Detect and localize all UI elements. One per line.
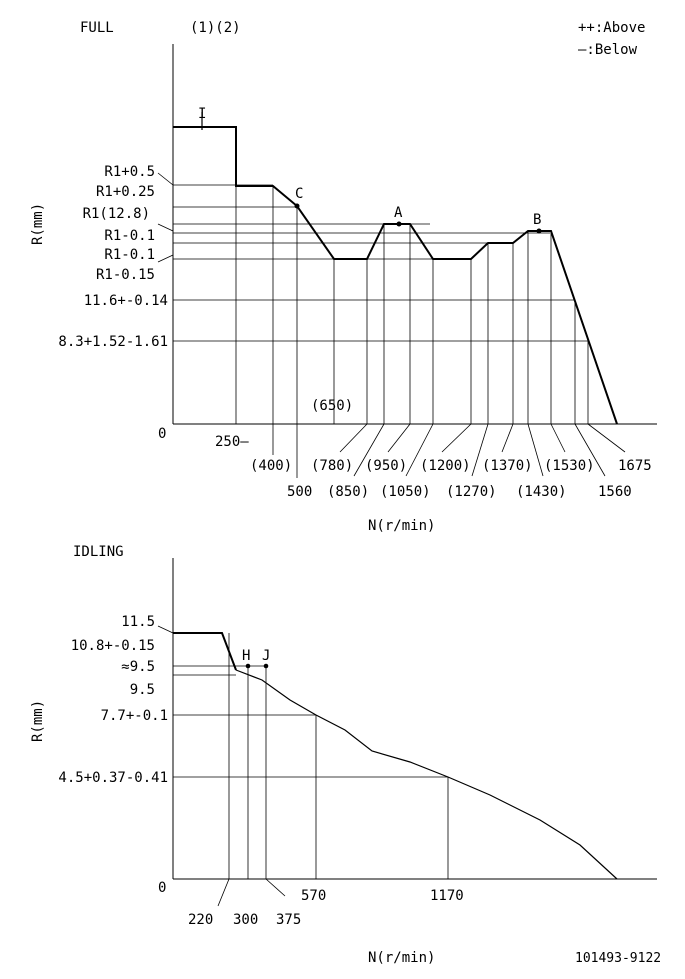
idling-x-label: 375	[276, 912, 302, 928]
full-x-label: 1675	[618, 458, 652, 474]
point-a-marker	[397, 222, 402, 227]
idling-y-label: 4.5+0.37-0.41	[58, 770, 168, 786]
idling-x-axis-label: N(r/min)	[368, 950, 436, 966]
leader-1675	[588, 424, 625, 452]
idling-curve-top	[173, 633, 236, 670]
point-j-marker	[264, 664, 269, 669]
full-x-label: 500	[287, 484, 313, 500]
leader-11-5	[158, 626, 173, 633]
full-x-label: (400)	[250, 458, 293, 474]
full-x-label: (1270)	[446, 484, 497, 500]
full-x-label: (1050)	[380, 484, 431, 500]
full-x-label: (850)	[327, 484, 370, 500]
idling-y-label: 11.5	[121, 614, 155, 630]
point-a-label: A	[394, 205, 403, 221]
legend-above: ++:Above	[578, 20, 646, 36]
leader-375	[266, 879, 285, 896]
idling-y-label: ≈9.5	[121, 659, 155, 675]
full-x-axis-label: N(r/min)	[368, 518, 436, 534]
full-zero-label: 0	[158, 426, 167, 442]
full-chart	[30, 20, 657, 534]
idling-y-label: 10.8+-0.15	[70, 638, 155, 654]
full-x-label: (650)	[311, 398, 354, 414]
idling-chart	[30, 544, 657, 966]
idling-x-label: 300	[233, 912, 259, 928]
full-x-label: (780)	[311, 458, 354, 474]
full-y-label: 8.3+1.52-1.61	[58, 334, 168, 350]
point-c-marker	[295, 204, 300, 209]
part-number: 101493-9122	[575, 951, 662, 966]
idling-x-label: 220	[188, 912, 214, 928]
legend-below: —:Below	[578, 42, 638, 58]
leader-1200	[442, 424, 471, 452]
idling-x-label: 570	[301, 888, 327, 904]
point-b-marker	[537, 229, 542, 234]
full-title: FULL	[80, 20, 114, 36]
point-h-label: H	[242, 648, 251, 664]
leader-1530	[551, 424, 565, 452]
full-x-label: 250—	[215, 434, 249, 450]
leader-r1-12-8	[158, 224, 173, 231]
leader-r1-minus-015	[158, 255, 173, 262]
idling-curve-falloff	[236, 670, 617, 879]
idling-y-axis-label: R(mm)	[30, 699, 46, 742]
leader-950	[388, 424, 410, 452]
full-load-curve	[173, 127, 617, 424]
idling-zero-label: 0	[158, 880, 167, 896]
idling-x-label: 1170	[430, 888, 464, 904]
leader-1370	[502, 424, 513, 452]
full-legend-numbers: (1)(2)	[190, 20, 241, 36]
full-x-label: 1560	[598, 484, 632, 500]
point-b-label: B	[533, 212, 542, 228]
full-y-label: R1+0.25	[95, 184, 155, 200]
full-x-label: (1370)	[482, 458, 533, 474]
full-y-label: 11.6+-0.14	[83, 293, 168, 309]
full-x-label: (950)	[365, 458, 408, 474]
full-x-label: (1200)	[420, 458, 471, 474]
idling-title: IDLING	[73, 544, 124, 560]
leader-220	[218, 879, 229, 906]
point-h-marker	[246, 664, 251, 669]
leader-r1-plus-05	[158, 173, 173, 185]
full-y-label: R1-0.1	[104, 247, 155, 263]
full-y-label: R1-0.15	[95, 267, 155, 283]
full-y-label: R1(12.8)	[82, 206, 150, 222]
full-y-label: R1-0.1	[104, 228, 155, 244]
full-x-label: (1530)	[544, 458, 595, 474]
leader-780	[340, 424, 367, 452]
point-c-label: C	[295, 186, 304, 202]
full-y-axis-label: R(mm)	[30, 202, 46, 245]
full-y-label: R1+0.5	[104, 164, 155, 180]
point-i-label: I	[198, 106, 207, 122]
point-j-label: J	[262, 648, 271, 664]
full-x-label: (1430)	[516, 484, 567, 500]
idling-y-label: 7.7+-0.1	[100, 708, 168, 724]
idling-y-label: 9.5	[129, 682, 155, 698]
